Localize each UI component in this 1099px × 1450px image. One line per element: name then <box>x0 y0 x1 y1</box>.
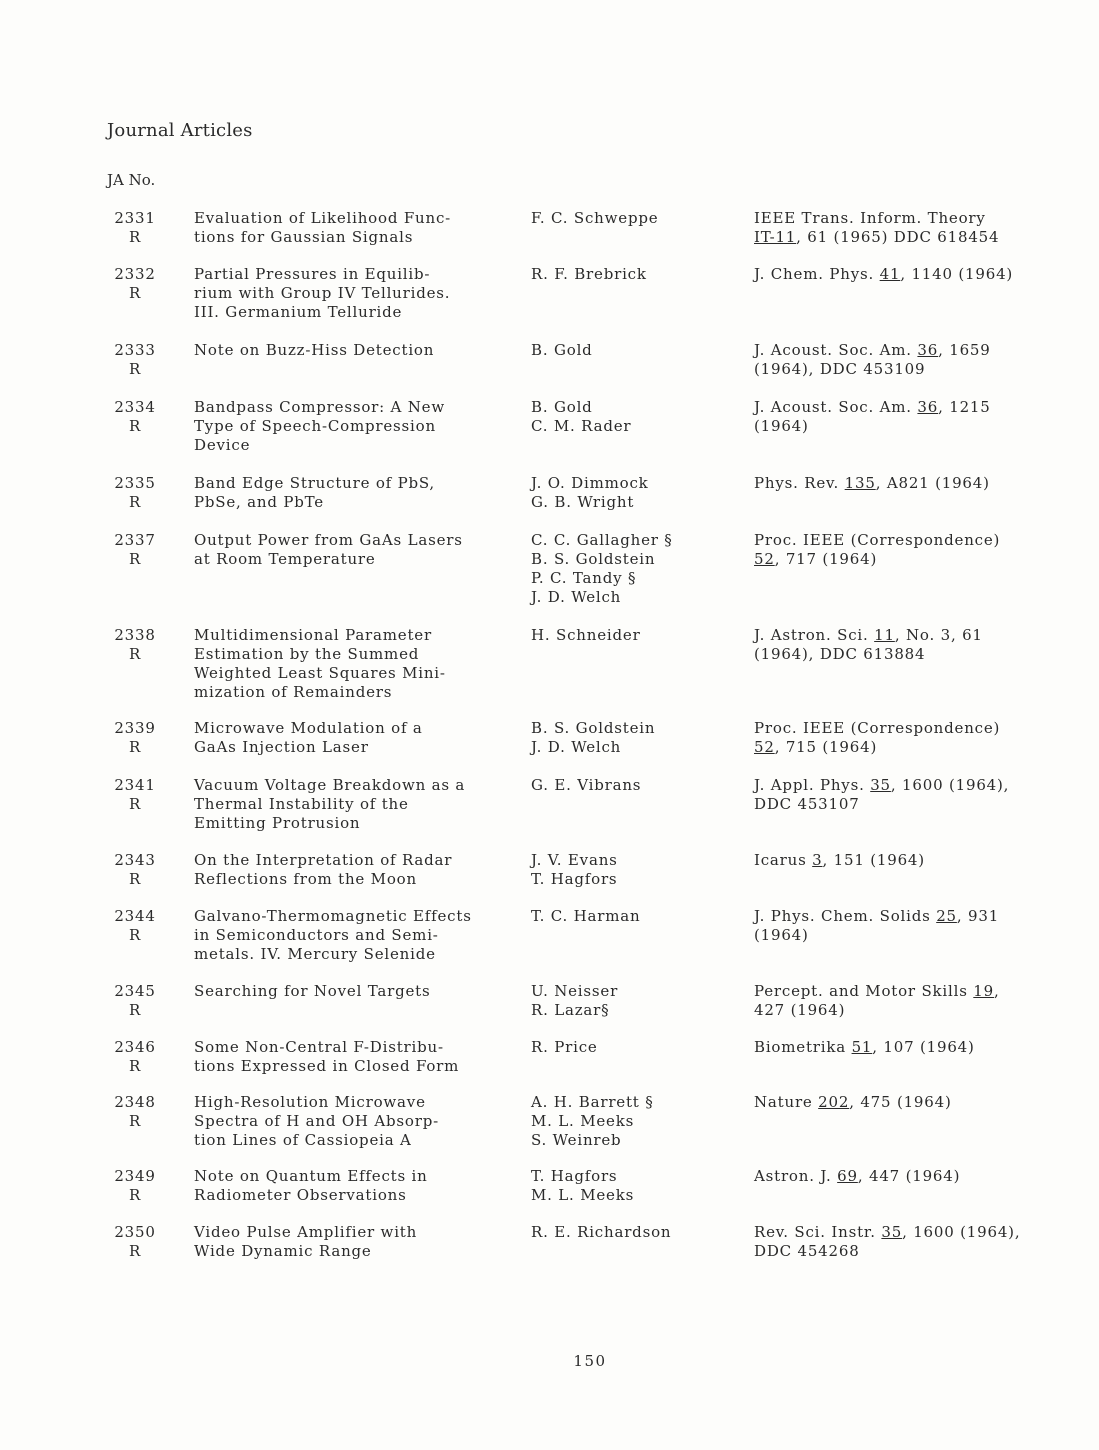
volume-number: 202 <box>818 1093 850 1111</box>
reference-text: (1964), DDC 453109 <box>754 360 926 378</box>
reference-text: , No. 3, 61 <box>894 626 983 644</box>
article-title <box>194 907 524 964</box>
ja-number <box>110 265 160 303</box>
article-title-line: tions for Gaussian Signals <box>194 228 414 246</box>
ja-number-suffix: R <box>128 284 142 302</box>
author-name: R. E. Richardson <box>531 1223 672 1241</box>
journal-reference-line <box>754 1167 1054 1186</box>
page-number: 150 <box>573 1352 607 1370</box>
article-title-line: at Room Temperature <box>194 550 376 568</box>
ja-number-suffix: R <box>128 228 142 246</box>
author-name: R. F. Brebrick <box>531 265 647 283</box>
volume-number: 36 <box>917 398 939 416</box>
journal-reference <box>754 626 1054 664</box>
volume-number: 25 <box>936 907 957 925</box>
article-title-line: Type of Speech-Compression <box>194 417 436 435</box>
article-authors <box>531 1038 746 1057</box>
article-title-line: On the Interpretation of Radar <box>194 851 453 869</box>
article-title-line: Note on Buzz-Hiss Detection <box>194 341 435 359</box>
article-title-line: Microwave Modulation of a <box>194 719 423 737</box>
reference-text: 427 (1964) <box>754 1001 846 1019</box>
volume-number: 135 <box>844 474 876 492</box>
article-authors <box>531 209 746 228</box>
ja-number-value: 2341 <box>114 776 156 794</box>
journal-reference <box>754 1093 1054 1112</box>
article-title-line: Multidimensional Parameter <box>194 626 432 644</box>
reference-text: , 1659 <box>938 341 991 359</box>
reference-text: Icarus <box>754 851 813 869</box>
article-title-line: Searching for Novel Targets <box>194 982 431 1000</box>
ja-number <box>110 1038 160 1076</box>
article-title-line: mization of Remainders <box>194 683 393 701</box>
article-title-line: tions Expressed in Closed Form <box>194 1057 460 1075</box>
column-label-ja-no: JA No. <box>107 171 156 189</box>
journal-reference <box>754 1038 1054 1057</box>
author-name: G. E. Vibrans <box>531 776 642 794</box>
article-authors <box>531 1223 746 1242</box>
author-name: P. C. Tandy § <box>531 569 637 587</box>
ja-number-suffix: R <box>128 493 142 511</box>
ja-number-suffix: R <box>128 550 142 568</box>
reference-text: Astron. J. <box>754 1167 838 1185</box>
journal-reference <box>754 851 1054 870</box>
journal-reference <box>754 1223 1054 1261</box>
journal-reference <box>754 341 1054 379</box>
journal-reference-line <box>754 341 1054 360</box>
author-name: B. Gold <box>531 398 593 416</box>
article-authors <box>531 719 746 757</box>
journal-reference-line <box>754 474 1054 493</box>
reference-text: , <box>993 982 1000 1000</box>
ja-number <box>110 1223 160 1261</box>
ja-number-suffix: R <box>128 417 142 435</box>
article-title <box>194 531 524 569</box>
author-name: C. M. Rader <box>531 417 632 435</box>
article-title-line: rium with Group IV Tellurides. <box>194 284 451 302</box>
article-title <box>194 626 524 702</box>
article-title-line: Wide Dynamic Range <box>194 1242 372 1260</box>
article-title-line: Vacuum Voltage Breakdown as a <box>194 776 466 794</box>
author-name: F. C. Schweppe <box>531 209 659 227</box>
author-name: U. Neisser <box>531 982 619 1000</box>
ja-number-suffix: R <box>128 1242 142 1260</box>
journal-reference <box>754 1167 1054 1186</box>
ja-number <box>110 719 160 757</box>
author-name: M. L. Meeks <box>531 1112 635 1130</box>
article-authors <box>531 1167 746 1205</box>
reference-text: Biometrika <box>754 1038 852 1056</box>
ja-number <box>110 209 160 247</box>
article-title <box>194 776 524 833</box>
article-authors <box>531 265 746 284</box>
ja-number-value: 2337 <box>114 531 156 549</box>
volume-number: 19 <box>973 982 994 1000</box>
ja-number-value: 2343 <box>114 851 156 869</box>
ja-number-value: 2344 <box>114 907 156 925</box>
reference-text: J. Astron. Sci. <box>754 626 875 644</box>
ja-number-value: 2334 <box>114 398 156 416</box>
ja-number <box>110 1167 160 1205</box>
reference-text: Rev. Sci. Instr. <box>754 1223 882 1241</box>
reference-text: , 447 (1964) <box>857 1167 961 1185</box>
author-name: M. L. Meeks <box>531 1186 635 1204</box>
article-title-line: Video Pulse Amplifier with <box>194 1223 418 1241</box>
ja-number-suffix: R <box>128 1057 142 1075</box>
ja-number-suffix: R <box>128 926 142 944</box>
ja-number <box>110 776 160 814</box>
volume-number: IT-11 <box>754 228 797 246</box>
volume-number: 35 <box>870 776 891 794</box>
article-title-line: PbSe, and PbTe <box>194 493 324 511</box>
volume-number: 52 <box>754 550 775 568</box>
author-name: B. S. Goldstein <box>531 550 656 568</box>
ja-number-suffix: R <box>128 1186 142 1204</box>
journal-reference-line <box>754 398 1054 417</box>
ja-number <box>110 982 160 1020</box>
article-title-line: Partial Pressures in Equilib- <box>194 265 431 283</box>
author-name: T. Hagfors <box>531 1167 618 1185</box>
journal-reference-line <box>754 550 1054 569</box>
volume-number: 11 <box>874 626 895 644</box>
journal-reference-line <box>754 1223 1054 1242</box>
article-title-line: tion Lines of Cassiopeia A <box>194 1131 412 1149</box>
article-title-line: GaAs Injection Laser <box>194 738 369 756</box>
volume-number: 3 <box>812 851 823 869</box>
article-title-line: Some Non-Central F-Distribu- <box>194 1038 444 1056</box>
journal-reference-line <box>754 1001 1054 1020</box>
reference-text: (1964) <box>754 417 809 435</box>
reference-text: , 475 (1964) <box>849 1093 952 1111</box>
reference-text: J. Acoust. Soc. Am. <box>754 341 918 359</box>
article-title-line: High-Resolution Microwave <box>194 1093 426 1111</box>
volume-number: 52 <box>754 738 775 756</box>
article-authors <box>531 398 746 436</box>
ja-number-suffix: R <box>128 870 142 888</box>
journal-reference-line <box>754 1038 1054 1057</box>
article-title <box>194 982 524 1001</box>
article-title-line: in Semiconductors and Semi- <box>194 926 439 944</box>
journal-reference-line <box>754 982 1054 1001</box>
ja-number <box>110 626 160 664</box>
author-name: J. D. Welch <box>531 738 622 756</box>
reference-text: (1964) <box>754 926 809 944</box>
article-title <box>194 341 524 360</box>
volume-number: 35 <box>881 1223 903 1241</box>
journal-reference-line <box>754 926 1054 945</box>
ja-number-value: 2339 <box>114 719 156 737</box>
reference-text: , 1140 (1964) <box>900 265 1014 283</box>
reference-text: Proc. IEEE (Correspondence) <box>754 719 1001 737</box>
ja-number-value: 2332 <box>114 265 156 283</box>
author-name: J. D. Welch <box>531 588 622 606</box>
author-name: J. V. Evans <box>531 851 618 869</box>
article-title-line: Thermal Instability of the <box>194 795 409 813</box>
journal-reference-line <box>754 907 1054 926</box>
reference-text: , 151 (1964) <box>822 851 925 869</box>
reference-text: Proc. IEEE (Correspondence) <box>754 531 1001 549</box>
article-authors <box>531 851 746 889</box>
ja-number-suffix: R <box>128 1001 142 1019</box>
reference-text: DDC 453107 <box>754 795 860 813</box>
journal-reference <box>754 209 1054 247</box>
ja-number-value: 2335 <box>114 474 156 492</box>
reference-text: DDC 454268 <box>754 1242 860 1260</box>
article-title-line: Estimation by the Summed <box>194 645 420 663</box>
ja-number-value: 2345 <box>114 982 156 1000</box>
article-title-line: Radiometer Observations <box>194 1186 407 1204</box>
ja-number <box>110 907 160 945</box>
article-title <box>194 1223 524 1261</box>
reference-text: Phys. Rev. <box>754 474 845 492</box>
reference-text: , 1215 <box>938 398 991 416</box>
article-title-line: III. Germanium Telluride <box>194 303 403 321</box>
reference-text: Nature <box>754 1093 819 1111</box>
ja-number-suffix: R <box>128 1112 142 1130</box>
ja-number-value: 2348 <box>114 1093 156 1111</box>
journal-reference-line <box>754 645 1054 664</box>
journal-reference <box>754 398 1054 436</box>
ja-number <box>110 474 160 512</box>
journal-reference-line <box>754 851 1054 870</box>
volume-number: 51 <box>851 1038 873 1056</box>
journal-reference <box>754 531 1054 569</box>
article-title-line: Spectra of H and OH Absorp- <box>194 1112 439 1130</box>
author-name: H. Schneider <box>531 626 641 644</box>
article-title <box>194 398 524 455</box>
article-title-line: Device <box>194 436 251 454</box>
section-title: Journal Articles <box>107 120 253 141</box>
reference-text: , 61 (1965) DDC 618454 <box>796 228 1000 246</box>
volume-number: 41 <box>879 265 901 283</box>
reference-text: J. Chem. Phys. <box>754 265 880 283</box>
ja-number <box>110 398 160 436</box>
journal-reference-line <box>754 265 1054 284</box>
ja-number-value: 2350 <box>114 1223 156 1241</box>
ja-number-value: 2349 <box>114 1167 156 1185</box>
volume-number: 36 <box>917 341 939 359</box>
article-title-line: Bandpass Compressor: A New <box>194 398 445 416</box>
article-authors <box>531 341 746 360</box>
journal-reference-line <box>754 738 1054 757</box>
journal-reference <box>754 982 1054 1020</box>
reference-text: J. Appl. Phys. <box>754 776 871 794</box>
author-name: C. C. Gallagher § <box>531 531 673 549</box>
article-title-line: Band Edge Structure of PbS, <box>194 474 435 492</box>
ja-number <box>110 341 160 379</box>
article-title-line: Galvano-Thermomagnetic Effects <box>194 907 472 925</box>
author-name: A. H. Barrett § <box>531 1093 654 1111</box>
author-name: R. Price <box>531 1038 598 1056</box>
ja-number <box>110 1093 160 1131</box>
journal-reference-line <box>754 417 1054 436</box>
reference-text: , 1600 (1964), <box>890 776 1010 794</box>
article-authors <box>531 982 746 1020</box>
author-name: G. B. Wright <box>531 493 635 511</box>
reference-text: , 107 (1964) <box>872 1038 975 1056</box>
journal-reference-line <box>754 626 1054 645</box>
ja-number-suffix: R <box>128 738 142 756</box>
reference-text: , A821 (1964) <box>875 474 990 492</box>
article-title-line: Note on Quantum Effects in <box>194 1167 428 1185</box>
journal-reference-line <box>754 719 1054 738</box>
author-name: R. Lazar§ <box>531 1001 610 1019</box>
reference-text: , 931 <box>956 907 1000 925</box>
article-authors <box>531 626 746 645</box>
article-title <box>194 1093 524 1150</box>
article-title-line: Output Power from GaAs Lasers <box>194 531 463 549</box>
article-title <box>194 1038 524 1076</box>
journal-reference <box>754 776 1054 814</box>
article-title-line: Evaluation of Likelihood Func- <box>194 209 452 227</box>
article-authors <box>531 531 746 607</box>
author-name: T. Hagfors <box>531 870 618 888</box>
reference-text: , 1600 (1964), <box>902 1223 1021 1241</box>
journal-reference-line <box>754 776 1054 795</box>
journal-reference-line <box>754 1093 1054 1112</box>
ja-number-value: 2338 <box>114 626 156 644</box>
ja-number-value: 2333 <box>114 341 156 359</box>
journal-reference-line <box>754 360 1054 379</box>
reference-text: Percept. and Motor Skills <box>754 982 974 1000</box>
journal-reference-line <box>754 228 1054 247</box>
reference-text: J. Acoust. Soc. Am. <box>754 398 918 416</box>
ja-number-value: 2346 <box>114 1038 156 1056</box>
article-authors <box>531 907 746 926</box>
journal-reference-line <box>754 209 1054 228</box>
article-title-line: metals. IV. Mercury Selenide <box>194 945 436 963</box>
author-name: S. Weinreb <box>531 1131 622 1149</box>
author-name: J. O. Dimmock <box>531 474 649 492</box>
article-title <box>194 265 524 322</box>
journal-reference-line <box>754 1242 1054 1261</box>
journal-reference-line <box>754 795 1054 814</box>
ja-number <box>110 851 160 889</box>
ja-number-suffix: R <box>128 360 142 378</box>
article-authors <box>531 474 746 512</box>
author-name: T. C. Harman <box>531 907 641 925</box>
article-title-line: Reflections from the Moon <box>194 870 417 888</box>
article-title <box>194 1167 524 1205</box>
journal-reference <box>754 474 1054 493</box>
ja-number-suffix: R <box>128 645 142 663</box>
journal-reference <box>754 907 1054 945</box>
reference-text: IEEE Trans. Inform. Theory <box>754 209 986 227</box>
reference-text: , 715 (1964) <box>774 738 878 756</box>
article-title <box>194 209 524 247</box>
article-authors <box>531 1093 746 1150</box>
journal-reference <box>754 265 1054 284</box>
author-name: B. Gold <box>531 341 593 359</box>
journal-reference-line <box>754 531 1054 550</box>
ja-number-suffix: R <box>128 795 142 813</box>
volume-number: 69 <box>837 1167 858 1185</box>
article-title-line: Emitting Protrusion <box>194 814 361 832</box>
article-title <box>194 474 524 512</box>
reference-text: J. Phys. Chem. Solids <box>754 907 937 925</box>
reference-text: , 717 (1964) <box>774 550 878 568</box>
ja-number <box>110 531 160 569</box>
article-authors <box>531 776 746 795</box>
author-name: B. S. Goldstein <box>531 719 656 737</box>
reference-text: (1964), DDC 613884 <box>754 645 926 663</box>
article-title <box>194 719 524 757</box>
ja-number-value: 2331 <box>114 209 156 227</box>
article-title-line: Weighted Least Squares Mini- <box>194 664 446 682</box>
article-title <box>194 851 524 889</box>
journal-reference <box>754 719 1054 757</box>
